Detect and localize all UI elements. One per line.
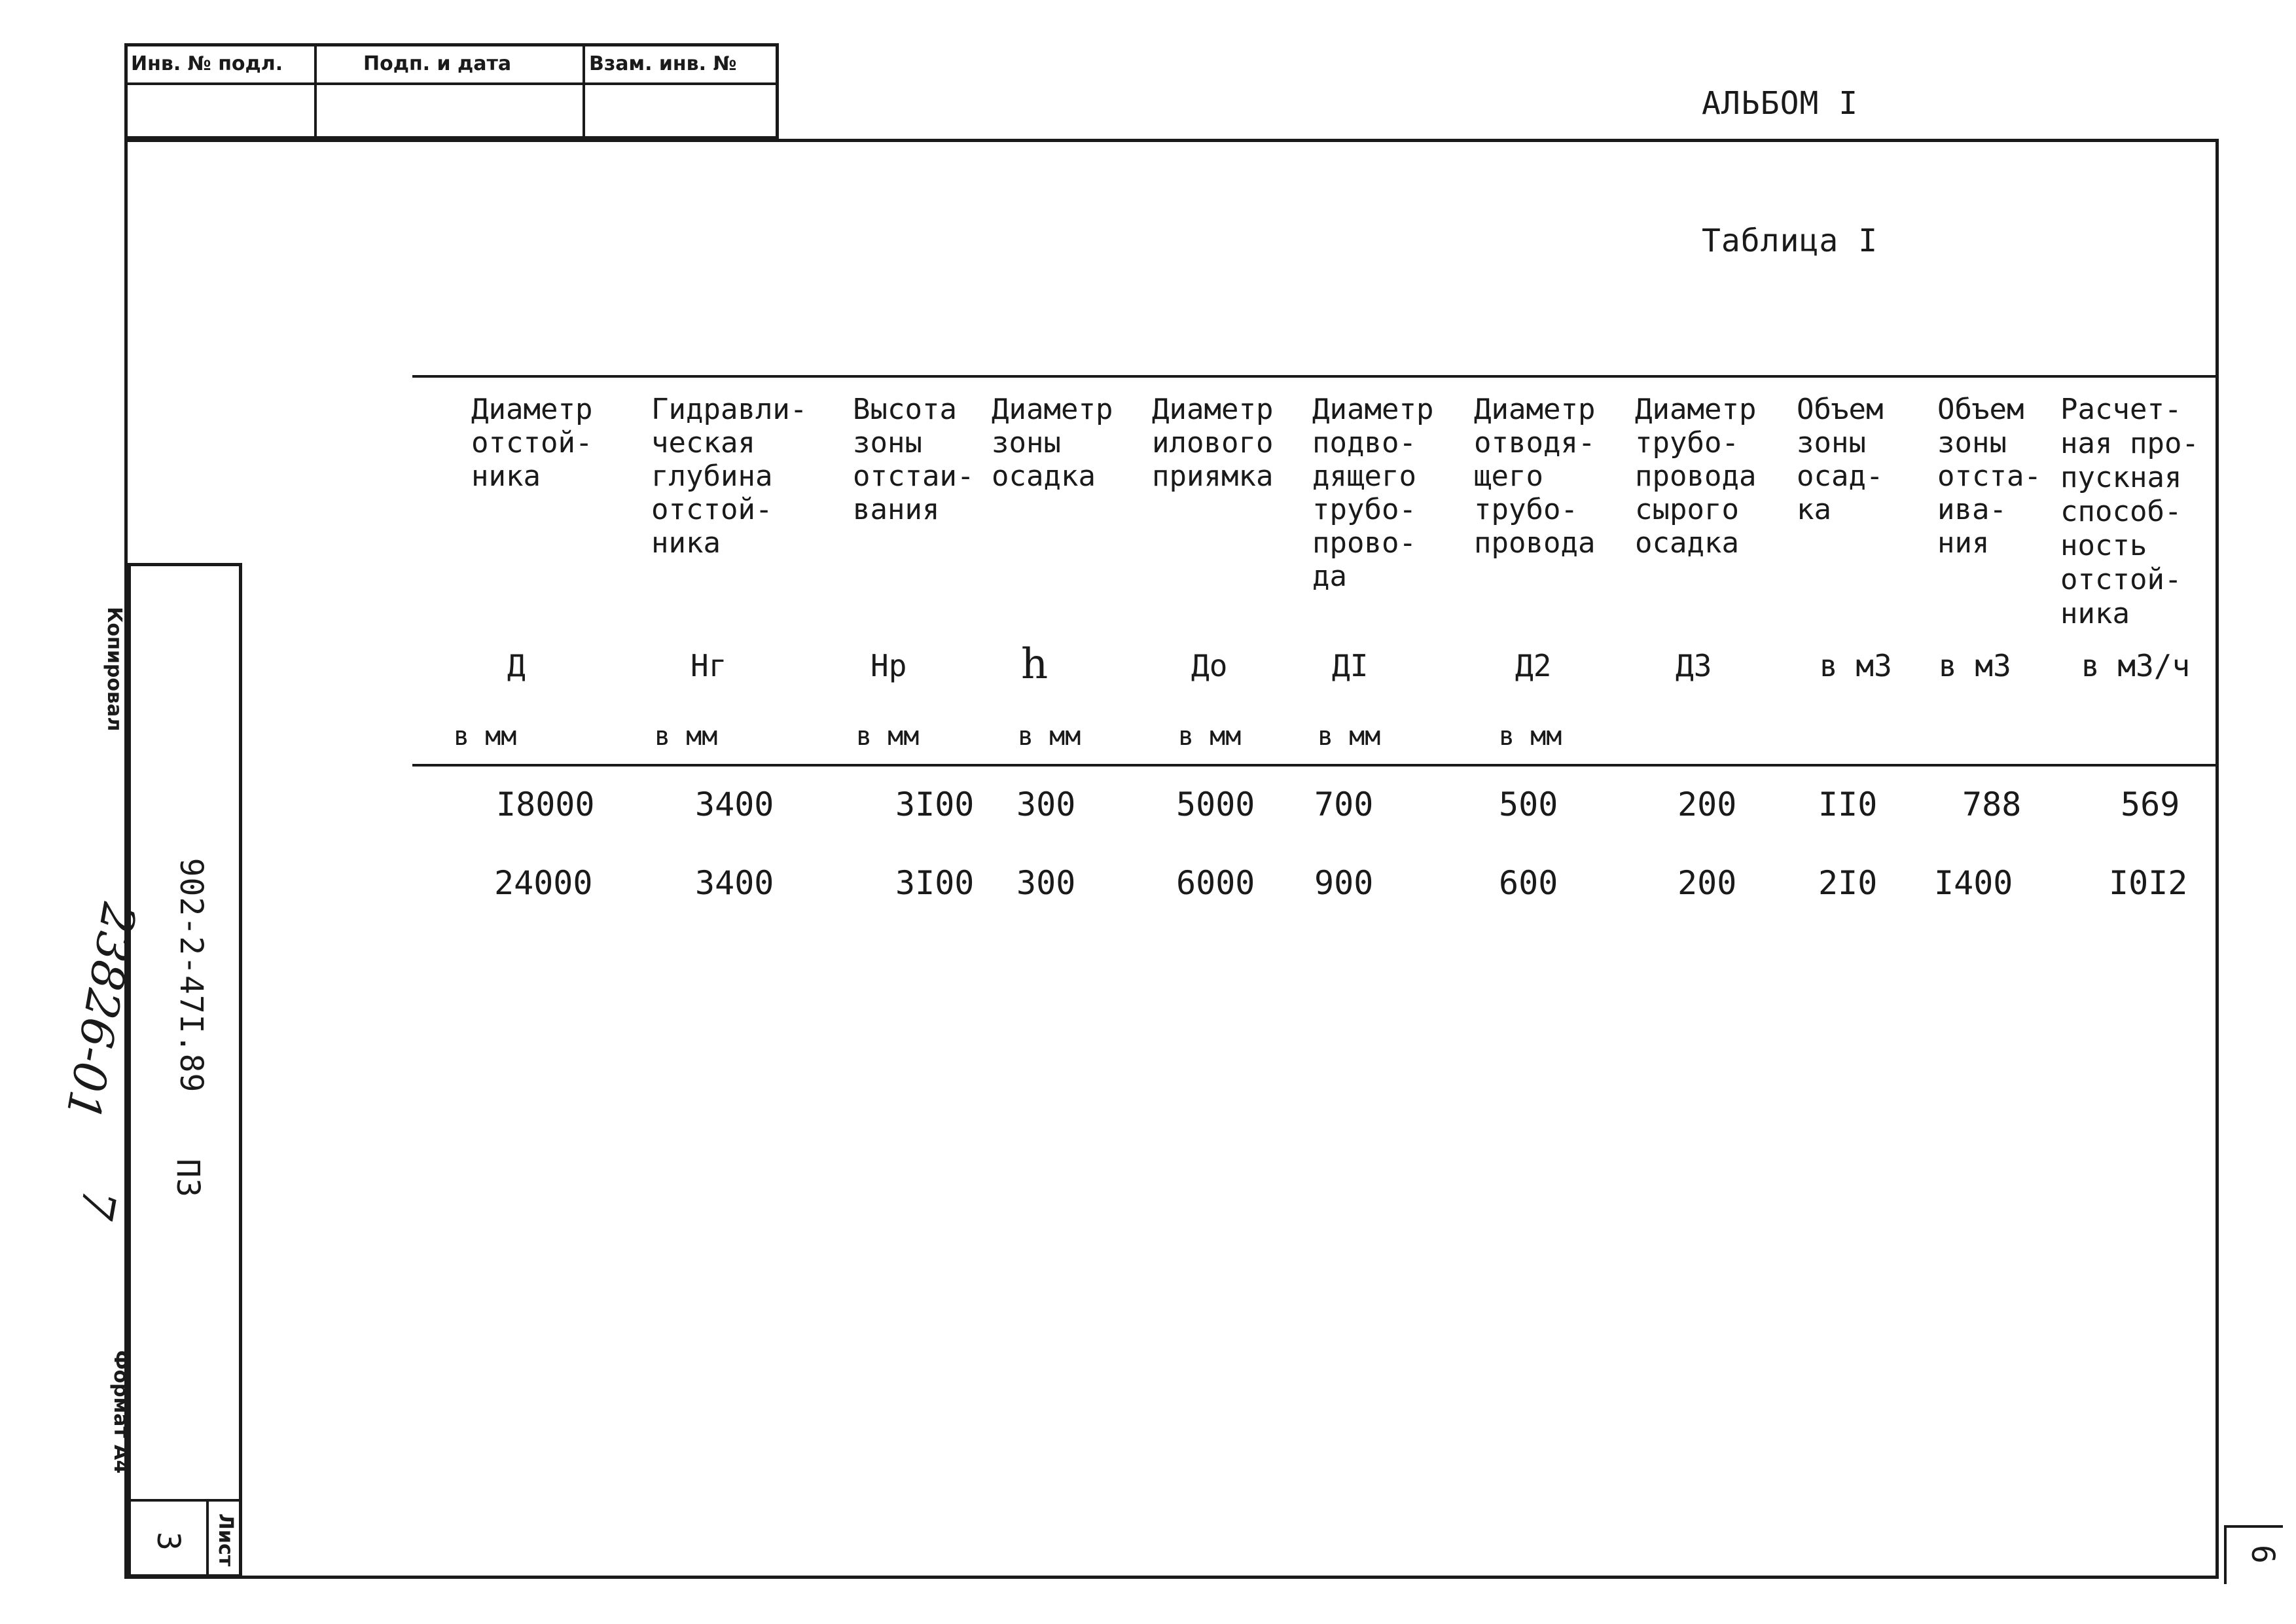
inv-no-label: Инв. № подл. — [131, 52, 283, 75]
col-symbol: Нг — [691, 648, 727, 683]
col-unit: в мм — [1178, 721, 1242, 751]
col-header: Расчет- ная про- пускная способ- ность отстой- ника — [2060, 393, 2199, 630]
page-frame — [124, 139, 2219, 1579]
archive-number: 23826-01 — [55, 899, 147, 1125]
doc-code: 902-2-47I.89 — [173, 857, 209, 1093]
format-label: Формат А4 — [109, 1350, 132, 1474]
table-cell: 600 — [1499, 864, 1558, 902]
table-cell: I0I2 — [2109, 864, 2188, 902]
col-symbol: До — [1191, 648, 1228, 683]
table-cell: I8000 — [496, 785, 595, 823]
table-cell: 900 — [1314, 864, 1374, 902]
stamp-divider — [124, 82, 779, 85]
col-symbol: в м3 — [1939, 648, 2011, 683]
col-header: Диаметр илового приямка — [1152, 393, 1274, 493]
album-label: АЛЬБОМ I — [1702, 85, 1859, 122]
col-symbol: в м3/ч — [2081, 648, 2191, 683]
table-cell: 200 — [1677, 785, 1737, 823]
sheet-label: Лист — [214, 1513, 237, 1567]
table-cell: 200 — [1677, 864, 1737, 902]
table-cell: 788 — [1962, 785, 2022, 823]
col-header: Гидравли- ческая глубина отстой- ника — [651, 393, 808, 560]
table-cell: II0 — [1818, 785, 1878, 823]
col-header: Диаметр трубо- провода сырого осадка — [1635, 393, 1757, 560]
sign-date-label: Подп. и дата — [363, 52, 512, 75]
col-header: Диаметр подво- дящего трубо- прово- да — [1312, 393, 1434, 593]
col-unit: в мм — [454, 721, 517, 751]
col-header: Диаметр отводя- щего трубо- провода — [1474, 393, 1596, 560]
table-cell: 300 — [1016, 785, 1076, 823]
col-header: Высота зоны отстаи- вания — [853, 393, 975, 526]
col-header: Объем зоны осад- ка — [1797, 393, 1884, 526]
table-cell: 3I00 — [895, 864, 975, 902]
table-cell: 300 — [1016, 864, 1076, 902]
table-cell: 500 — [1499, 785, 1558, 823]
table-cell: 5000 — [1176, 785, 1255, 823]
table-cell: 3400 — [695, 864, 774, 902]
side-stamp-col-line — [206, 1499, 209, 1578]
table-header-rule — [412, 764, 2215, 767]
table-caption: Таблица I — [1702, 223, 1878, 259]
archive-sheet: 7 — [68, 1185, 127, 1223]
page-number-box-line — [2224, 1525, 2227, 1584]
col-symbol: в м3 — [1820, 648, 1892, 683]
col-unit: в мм — [655, 721, 718, 751]
table-cell: 3I00 — [895, 785, 975, 823]
stamp-col-line — [314, 43, 317, 139]
table-cell: 2I0 — [1818, 864, 1878, 902]
col-symbol: Нр — [870, 648, 907, 683]
table-top-rule — [412, 375, 2215, 378]
side-stamp-divider — [128, 1499, 242, 1502]
col-symbol: h — [1021, 640, 1049, 689]
page-number-box-line — [2224, 1525, 2283, 1528]
col-unit: в мм — [1018, 721, 1081, 751]
col-symbol: Д — [507, 648, 526, 683]
col-symbol: ДI — [1332, 648, 1369, 683]
col-symbol: Д3 — [1676, 648, 1712, 683]
table-cell: 569 — [2121, 785, 2180, 823]
col-header: Объем зоны отста- ива- ния — [1937, 393, 2041, 560]
stamp-col-line — [583, 43, 585, 139]
table-cell: 3400 — [695, 785, 774, 823]
table-cell: 6000 — [1176, 864, 1255, 902]
col-symbol: Д2 — [1515, 648, 1552, 683]
replace-inv-label: Взам. инв. № — [589, 52, 737, 75]
copied-label: Копировал — [103, 607, 126, 732]
col-unit: в мм — [1499, 721, 1562, 751]
col-unit: в мм — [1318, 721, 1381, 751]
col-header: Диаметр отстой- ника — [471, 393, 593, 493]
page-number: 6 — [2244, 1545, 2281, 1564]
section-code: ПЗ — [170, 1159, 206, 1198]
table-cell: 24000 — [494, 864, 593, 902]
table-cell: I400 — [1934, 864, 2013, 902]
table-cell: 700 — [1314, 785, 1374, 823]
col-header: Диаметр зоны осадка — [992, 393, 1113, 493]
sheet-number: 3 — [150, 1532, 187, 1551]
col-unit: в мм — [856, 721, 920, 751]
